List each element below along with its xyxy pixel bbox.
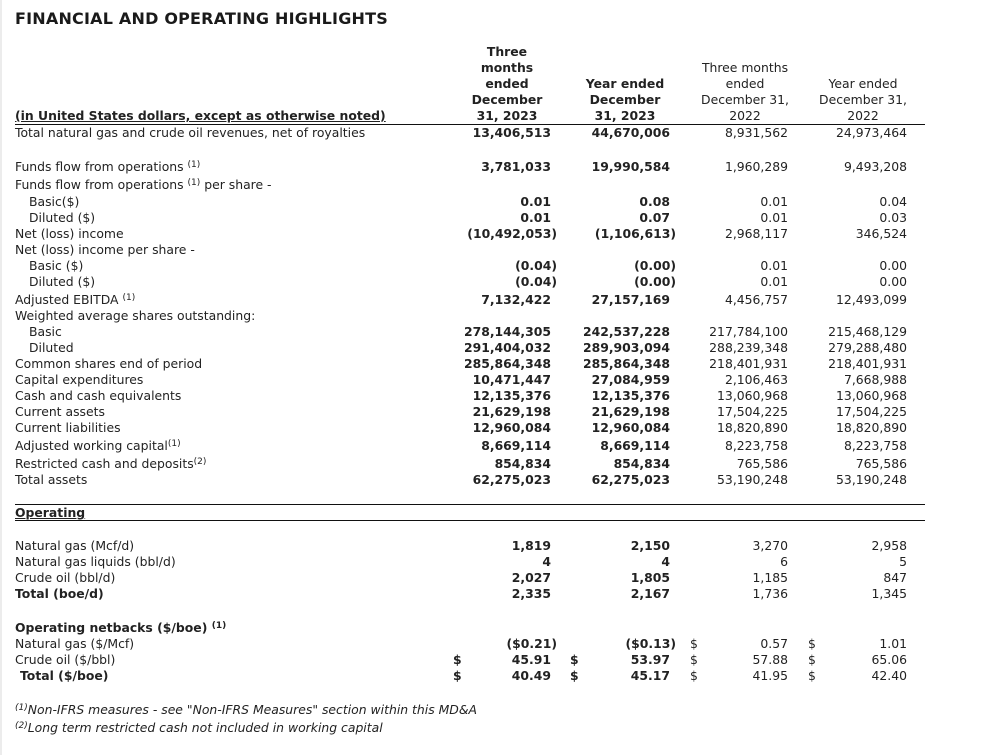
cell-value: 1,819 xyxy=(511,538,551,553)
row-label: Current assets xyxy=(15,404,105,419)
column-header-q4-2023: Three months ended December 31, 2023 xyxy=(471,44,543,123)
table-row xyxy=(0,258,1003,274)
cell-value: 218,401,931 xyxy=(709,356,788,371)
cell-value: 285,864,348 xyxy=(582,356,670,371)
cell-value: 2,167 xyxy=(630,586,670,601)
cell-value: 2,150 xyxy=(630,538,670,553)
cell-value: 2,958 xyxy=(871,538,907,553)
row-label: Common shares end of period xyxy=(15,356,203,371)
cell-value: 12,493,099 xyxy=(836,292,907,307)
cell-value: 12,960,084 xyxy=(472,420,551,435)
operating-row xyxy=(0,570,1003,586)
footnote-ref: (1) xyxy=(167,439,181,449)
row-label: Adjusted working capital$^{(1)}$ xyxy=(15,438,181,453)
cell-value: 0.01 xyxy=(760,258,788,273)
table-row xyxy=(0,340,1003,356)
netback-row xyxy=(0,652,1003,668)
cell-value: 42.40 xyxy=(871,668,907,683)
cell-value: 854,834 xyxy=(494,456,551,471)
table-row xyxy=(0,456,1003,472)
cell-value: 0.01 xyxy=(520,210,551,225)
cell-value: 1,345 xyxy=(871,586,907,601)
row-label: Basic xyxy=(29,324,62,339)
table-row xyxy=(0,356,1003,372)
operating-row xyxy=(0,554,1003,570)
cell-value: 1,736 xyxy=(752,586,788,601)
currency-symbol: $ xyxy=(570,652,579,667)
units-note: (in United States dollars, except as otherwise noted) xyxy=(15,108,386,123)
currency-symbol: $ xyxy=(808,652,816,667)
currency-symbol: $ xyxy=(808,636,816,651)
row-label: Total assets xyxy=(15,472,88,487)
row-label: Funds flow from operations $^{(1)}$ xyxy=(15,159,201,174)
cell-value: 1,185 xyxy=(752,570,788,585)
cell-value: 7,132,422 xyxy=(481,292,551,307)
row-label: Adjusted EBITDA $^{(1)}$ xyxy=(15,292,136,307)
cell-value: 7,668,988 xyxy=(843,372,907,387)
table-row xyxy=(0,472,1003,488)
cell-value: 44,670,006 xyxy=(591,125,670,140)
cell-value: 2,335 xyxy=(511,586,551,601)
cell-value: 13,406,513 xyxy=(472,125,551,140)
row-label: Crude oil ($/bbl) xyxy=(15,652,116,667)
currency-symbol: $ xyxy=(453,652,462,667)
operating-row xyxy=(0,586,1003,602)
row-label: Cash and cash equivalents xyxy=(15,388,182,403)
row-label: Net (loss) income per share - xyxy=(15,242,195,257)
cell-value: 65.06 xyxy=(871,652,907,667)
cell-value: ($0.13) xyxy=(625,636,676,651)
row-label: Crude oil (bbl/d) xyxy=(15,570,116,585)
row-label: Basic($) xyxy=(29,194,80,209)
row-label: Diluted ($) xyxy=(29,274,96,289)
footnote-ref: (1) xyxy=(122,293,136,303)
cell-value: 0.07 xyxy=(639,210,670,225)
cell-value: 2,027 xyxy=(511,570,551,585)
cell-value: 18,820,890 xyxy=(717,420,788,435)
cell-value: 0.00 xyxy=(879,258,907,273)
footnote-ref: (1) xyxy=(187,178,201,188)
table-row xyxy=(0,177,1003,193)
cell-value: 12,960,084 xyxy=(591,420,670,435)
currency-symbol: $ xyxy=(570,668,579,683)
cell-value: 0.01 xyxy=(520,194,551,209)
footnote-ref: (1) xyxy=(211,621,227,631)
cell-value: 41.95 xyxy=(752,668,788,683)
row-label: Current liabilities xyxy=(15,420,121,435)
row-label: Natural gas (Mcf/d) xyxy=(15,538,135,553)
currency-symbol: $ xyxy=(690,636,698,651)
footnote-ref: (1) xyxy=(187,160,201,170)
cell-value: 1,805 xyxy=(630,570,670,585)
row-label: Natural gas liquids (bbl/d) xyxy=(15,554,176,569)
cell-value: 8,223,758 xyxy=(724,438,788,453)
cell-value: 12,135,376 xyxy=(591,388,670,403)
cell-value: 8,669,114 xyxy=(600,438,670,453)
cell-value: (0.04) xyxy=(515,258,557,273)
cell-value: 53.97 xyxy=(630,652,670,667)
row-label: Capital expenditures xyxy=(15,372,144,387)
cell-value: 17,504,225 xyxy=(836,404,907,419)
row-label: Total (boe/d) xyxy=(15,586,104,601)
cell-value: 0.00 xyxy=(879,274,907,289)
cell-value: 215,468,129 xyxy=(828,324,907,339)
operating-row xyxy=(0,538,1003,554)
cell-value: (0.04) xyxy=(515,274,557,289)
cell-value: 278,144,305 xyxy=(463,324,551,339)
cell-value: 1.01 xyxy=(879,636,907,651)
cell-value: 13,060,968 xyxy=(717,388,788,403)
cell-value: 9,493,208 xyxy=(843,159,907,174)
table-row xyxy=(0,210,1003,226)
currency-symbol: $ xyxy=(690,652,698,667)
cell-value: (1,106,613) xyxy=(594,226,676,241)
netbacks-title-row xyxy=(0,620,1003,636)
cell-value: 24,973,464 xyxy=(836,125,907,140)
row-label: Weighted average shares outstanding: xyxy=(15,308,256,323)
table-row xyxy=(0,125,1003,141)
cell-value: 765,586 xyxy=(855,456,907,471)
footnote-ref: (2) xyxy=(193,457,207,467)
row-label: Net (loss) income xyxy=(15,226,124,241)
cell-value: 242,537,228 xyxy=(582,324,670,339)
cell-value: 21,629,198 xyxy=(591,404,670,419)
row-label: Restricted cash and deposits$^{(2)}$ xyxy=(15,456,207,471)
cell-value: 10,471,447 xyxy=(472,372,551,387)
cell-value: ($0.21) xyxy=(506,636,557,651)
netback-row xyxy=(0,636,1003,652)
cell-value: 0.01 xyxy=(760,210,788,225)
cell-value: 0.57 xyxy=(760,636,788,651)
cell-value: 62,275,023 xyxy=(591,472,670,487)
row-label: Natural gas ($/Mcf) xyxy=(15,636,135,651)
cell-value: 53,190,248 xyxy=(717,472,788,487)
cell-value: 27,157,169 xyxy=(591,292,670,307)
cell-value: 27,084,959 xyxy=(591,372,670,387)
footnote-2: $^{(2)}$Long term restricted cash not included in working capital xyxy=(15,720,383,735)
cell-value: 4 xyxy=(542,554,551,569)
table-row xyxy=(0,292,1003,308)
table-row xyxy=(0,274,1003,290)
table-row xyxy=(0,388,1003,404)
operating-section-title: Operating xyxy=(15,505,86,520)
table-row xyxy=(0,308,1003,324)
column-header-fy-2022: Year ended December 31, 2022 xyxy=(819,76,907,123)
cell-value: 289,903,094 xyxy=(582,340,670,355)
cell-value: 3,270 xyxy=(752,538,788,553)
cell-value: 18,820,890 xyxy=(836,420,907,435)
cell-value: 0.08 xyxy=(639,194,670,209)
cell-value: 3,781,033 xyxy=(481,159,551,174)
cell-value: 53,190,248 xyxy=(836,472,907,487)
cell-value: (0.00) xyxy=(634,274,676,289)
cell-value: 45.91 xyxy=(511,652,551,667)
cell-value: 285,864,348 xyxy=(463,356,551,371)
table-row xyxy=(0,372,1003,388)
cell-value: 4,456,757 xyxy=(724,292,788,307)
cell-value: 17,504,225 xyxy=(717,404,788,419)
cell-value: 0.04 xyxy=(879,194,907,209)
row-label: Diluted xyxy=(29,340,74,355)
cell-value: (0.00) xyxy=(634,258,676,273)
netback-row xyxy=(0,668,1003,684)
row-label: Basic ($) xyxy=(29,258,84,273)
cell-value: 21,629,198 xyxy=(472,404,551,419)
cell-value: 847 xyxy=(883,570,907,585)
cell-value: 0.01 xyxy=(760,274,788,289)
cell-value: 765,586 xyxy=(736,456,788,471)
page-title: FINANCIAL AND OPERATING HIGHLIGHTS xyxy=(15,9,388,28)
cell-value: 8,669,114 xyxy=(481,438,551,453)
cell-value: 6 xyxy=(780,554,788,569)
cell-value: 8,931,562 xyxy=(724,125,788,140)
currency-symbol: $ xyxy=(453,668,462,683)
cell-value: 5 xyxy=(899,554,907,569)
table-row xyxy=(0,438,1003,454)
cell-value: 13,060,968 xyxy=(836,388,907,403)
cell-value: 40.49 xyxy=(511,668,551,683)
cell-value: 0.01 xyxy=(760,194,788,209)
footnote-1: $^{(1)}$Non-IFRS measures - see "Non-IFRS Measures" section within this MD&A xyxy=(15,702,477,717)
cell-value: 12,135,376 xyxy=(472,388,551,403)
cell-value: 854,834 xyxy=(613,456,670,471)
cell-value: 57.88 xyxy=(752,652,788,667)
table-row xyxy=(0,404,1003,420)
cell-value: 291,404,032 xyxy=(463,340,551,355)
netbacks-title: Operating netbacks ($/boe) $^{(1)}$ xyxy=(15,620,227,635)
table-row xyxy=(0,324,1003,340)
cell-value: 2,968,117 xyxy=(724,226,788,241)
table-row xyxy=(0,194,1003,210)
cell-value: 1,960,289 xyxy=(724,159,788,174)
row-label: Funds flow from operations $^{(1)}$ per share - xyxy=(15,177,272,192)
cell-value: 279,288,480 xyxy=(828,340,907,355)
column-header-fy-2023: Year ended December 31, 2023 xyxy=(585,76,665,123)
cell-value: 45.17 xyxy=(630,668,670,683)
table-row xyxy=(0,420,1003,436)
cell-value: 218,401,931 xyxy=(828,356,907,371)
cell-value: 217,784,100 xyxy=(709,324,788,339)
row-label: Total ($/boe) xyxy=(20,668,109,683)
cell-value: 2,106,463 xyxy=(724,372,788,387)
cell-value: 4 xyxy=(661,554,670,569)
currency-symbol: $ xyxy=(690,668,698,683)
row-label: Diluted ($) xyxy=(29,210,96,225)
operating-bottom-rule xyxy=(15,520,925,521)
table-row xyxy=(0,242,1003,258)
cell-value: 0.03 xyxy=(879,210,907,225)
column-header-q4-2022: Three months ended December 31, 2022 xyxy=(701,60,789,123)
operating-top-rule xyxy=(15,504,925,505)
cell-value: 19,990,584 xyxy=(591,159,670,174)
cell-value: 62,275,023 xyxy=(472,472,551,487)
cell-value: (10,492,053) xyxy=(467,226,557,241)
table-row xyxy=(0,226,1003,242)
currency-symbol: $ xyxy=(808,668,816,683)
table-row xyxy=(0,159,1003,175)
cell-value: 288,239,348 xyxy=(709,340,788,355)
cell-value: 346,524 xyxy=(855,226,907,241)
row-label: Total natural gas and crude oil revenues, net of royalties xyxy=(15,125,366,140)
cell-value: 8,223,758 xyxy=(843,438,907,453)
